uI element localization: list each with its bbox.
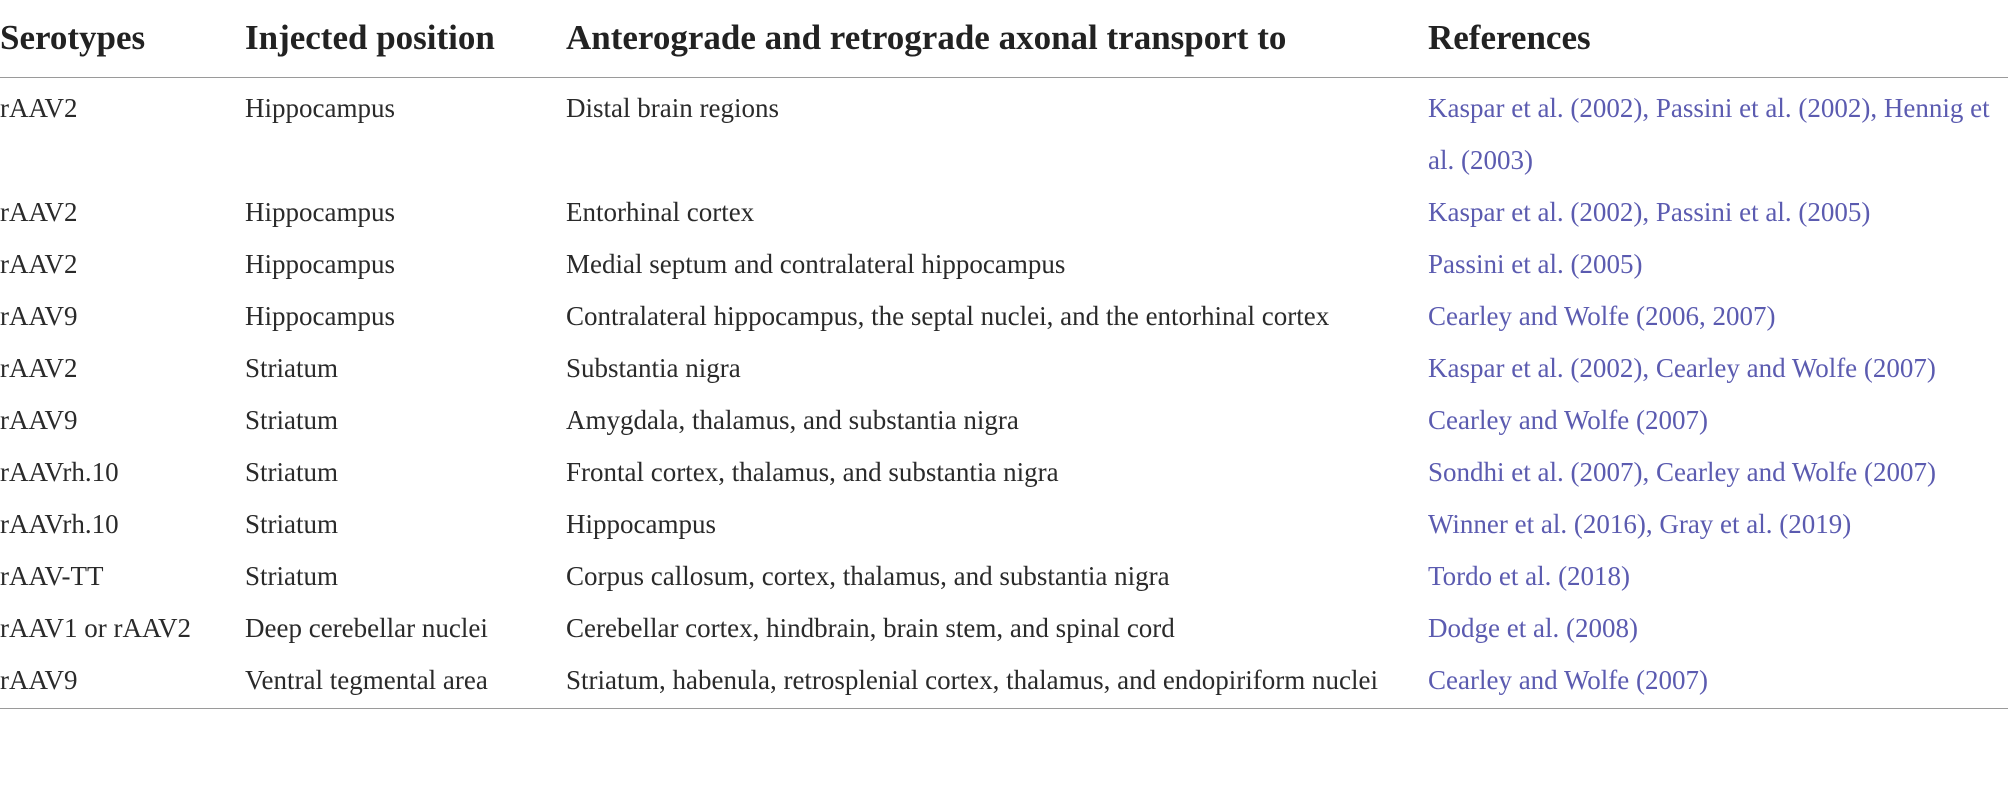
cell-transport: Striatum, habenula, retrosplenial cortex, thalamus, and endopiriform nuclei <box>566 665 1379 695</box>
table-row <box>0 394 2008 446</box>
reference-link[interactable]: Cearley and Wolfe (2007) <box>1428 665 1708 695</box>
cell-references <box>1428 654 2008 709</box>
cell-references <box>1428 78 2008 187</box>
table-row <box>0 238 2008 290</box>
cell-serotype: rAAV2 <box>0 353 78 383</box>
table-row <box>0 186 2008 238</box>
cell-transport: Entorhinal cortex <box>566 197 755 227</box>
cell-references <box>1428 446 2008 498</box>
cell-position: Striatum <box>245 561 338 591</box>
cell-serotype: rAAV9 <box>0 405 78 435</box>
header-transport: Anterograde and retrograde axonal transport to <box>566 0 1428 78</box>
cell-transport: Amygdala, thalamus, and substantia nigra <box>566 405 1019 435</box>
table-row <box>0 342 2008 394</box>
cell-position: Hippocampus <box>245 93 395 123</box>
cell-serotype: rAAVrh.10 <box>0 457 119 487</box>
cell-position: Striatum <box>245 353 338 383</box>
reference-link[interactable]: Kaspar et al. (2002), Cearley and Wolfe (2007) <box>1428 353 1936 383</box>
reference-link[interactable]: Tordo et al. (2018) <box>1428 561 1631 591</box>
header-references: References <box>1428 0 2008 78</box>
cell-position: Ventral tegmental area <box>245 665 488 695</box>
cell-serotype: rAAV2 <box>0 249 78 279</box>
reference-link[interactable]: Kaspar et al. (2002), Passini et al. (2002), Hennig et al. (2003) <box>1428 93 1990 175</box>
table-row <box>0 78 2008 187</box>
header-serotypes: Serotypes <box>0 0 245 78</box>
reference-link[interactable]: Kaspar et al. (2002), Passini et al. (2005) <box>1428 197 1871 227</box>
cell-transport: Contralateral hippocampus, the septal nuclei, and the entorhinal cortex <box>566 301 1330 331</box>
cell-references <box>1428 238 2008 290</box>
cell-transport: Medial septum and contralateral hippocampus <box>566 249 1066 279</box>
table-row <box>0 550 2008 602</box>
reference-link[interactable]: Dodge et al. (2008) <box>1428 613 1638 643</box>
cell-references <box>1428 394 2008 446</box>
table-header <box>0 0 2008 78</box>
cell-serotype: rAAV1 or rAAV2 <box>0 613 192 643</box>
cell-serotype: rAAVrh.10 <box>0 509 119 539</box>
table-row <box>0 498 2008 550</box>
table-body <box>0 78 2008 709</box>
cell-serotype: rAAV9 <box>0 301 78 331</box>
cell-references <box>1428 550 2008 602</box>
cell-transport: Corpus callosum, cortex, thalamus, and substantia nigra <box>566 561 1170 591</box>
cell-position: Striatum <box>245 405 338 435</box>
cell-serotype: rAAV9 <box>0 665 78 695</box>
reference-link[interactable]: Cearley and Wolfe (2007) <box>1428 405 1708 435</box>
cell-transport: Substantia nigra <box>566 353 741 383</box>
reference-link[interactable]: Sondhi et al. (2007), Cearley and Wolfe (2007) <box>1428 457 1936 487</box>
cell-position: Striatum <box>245 457 338 487</box>
cell-serotype: rAAV2 <box>0 93 78 123</box>
cell-references <box>1428 186 2008 238</box>
cell-transport: Hippocampus <box>566 509 716 539</box>
table-row <box>0 654 2008 709</box>
cell-references <box>1428 342 2008 394</box>
reference-link[interactable]: Winner et al. (2016), Gray et al. (2019) <box>1428 509 1852 539</box>
reference-link[interactable]: Cearley and Wolfe (2006, 2007) <box>1428 301 1776 331</box>
header-injected-position: Injected position <box>245 0 566 78</box>
header-row <box>0 0 2008 78</box>
cell-position: Hippocampus <box>245 197 395 227</box>
cell-references <box>1428 498 2008 550</box>
cell-references <box>1428 602 2008 654</box>
table-row <box>0 290 2008 342</box>
cell-position: Striatum <box>245 509 338 539</box>
cell-position: Hippocampus <box>245 301 395 331</box>
cell-references <box>1428 290 2008 342</box>
cell-serotype: rAAV-TT <box>0 561 104 591</box>
cell-transport: Frontal cortex, thalamus, and substantia nigra <box>566 457 1059 487</box>
table-row <box>0 602 2008 654</box>
reference-link[interactable]: Passini et al. (2005) <box>1428 249 1643 279</box>
cell-serotype: rAAV2 <box>0 197 78 227</box>
cell-transport: Cerebellar cortex, hindbrain, brain stem, and spinal cord <box>566 613 1175 643</box>
cell-transport: Distal brain regions <box>566 93 779 123</box>
cell-position: Deep cerebellar nuclei <box>245 613 488 643</box>
table-row <box>0 446 2008 498</box>
cell-position: Hippocampus <box>245 249 395 279</box>
